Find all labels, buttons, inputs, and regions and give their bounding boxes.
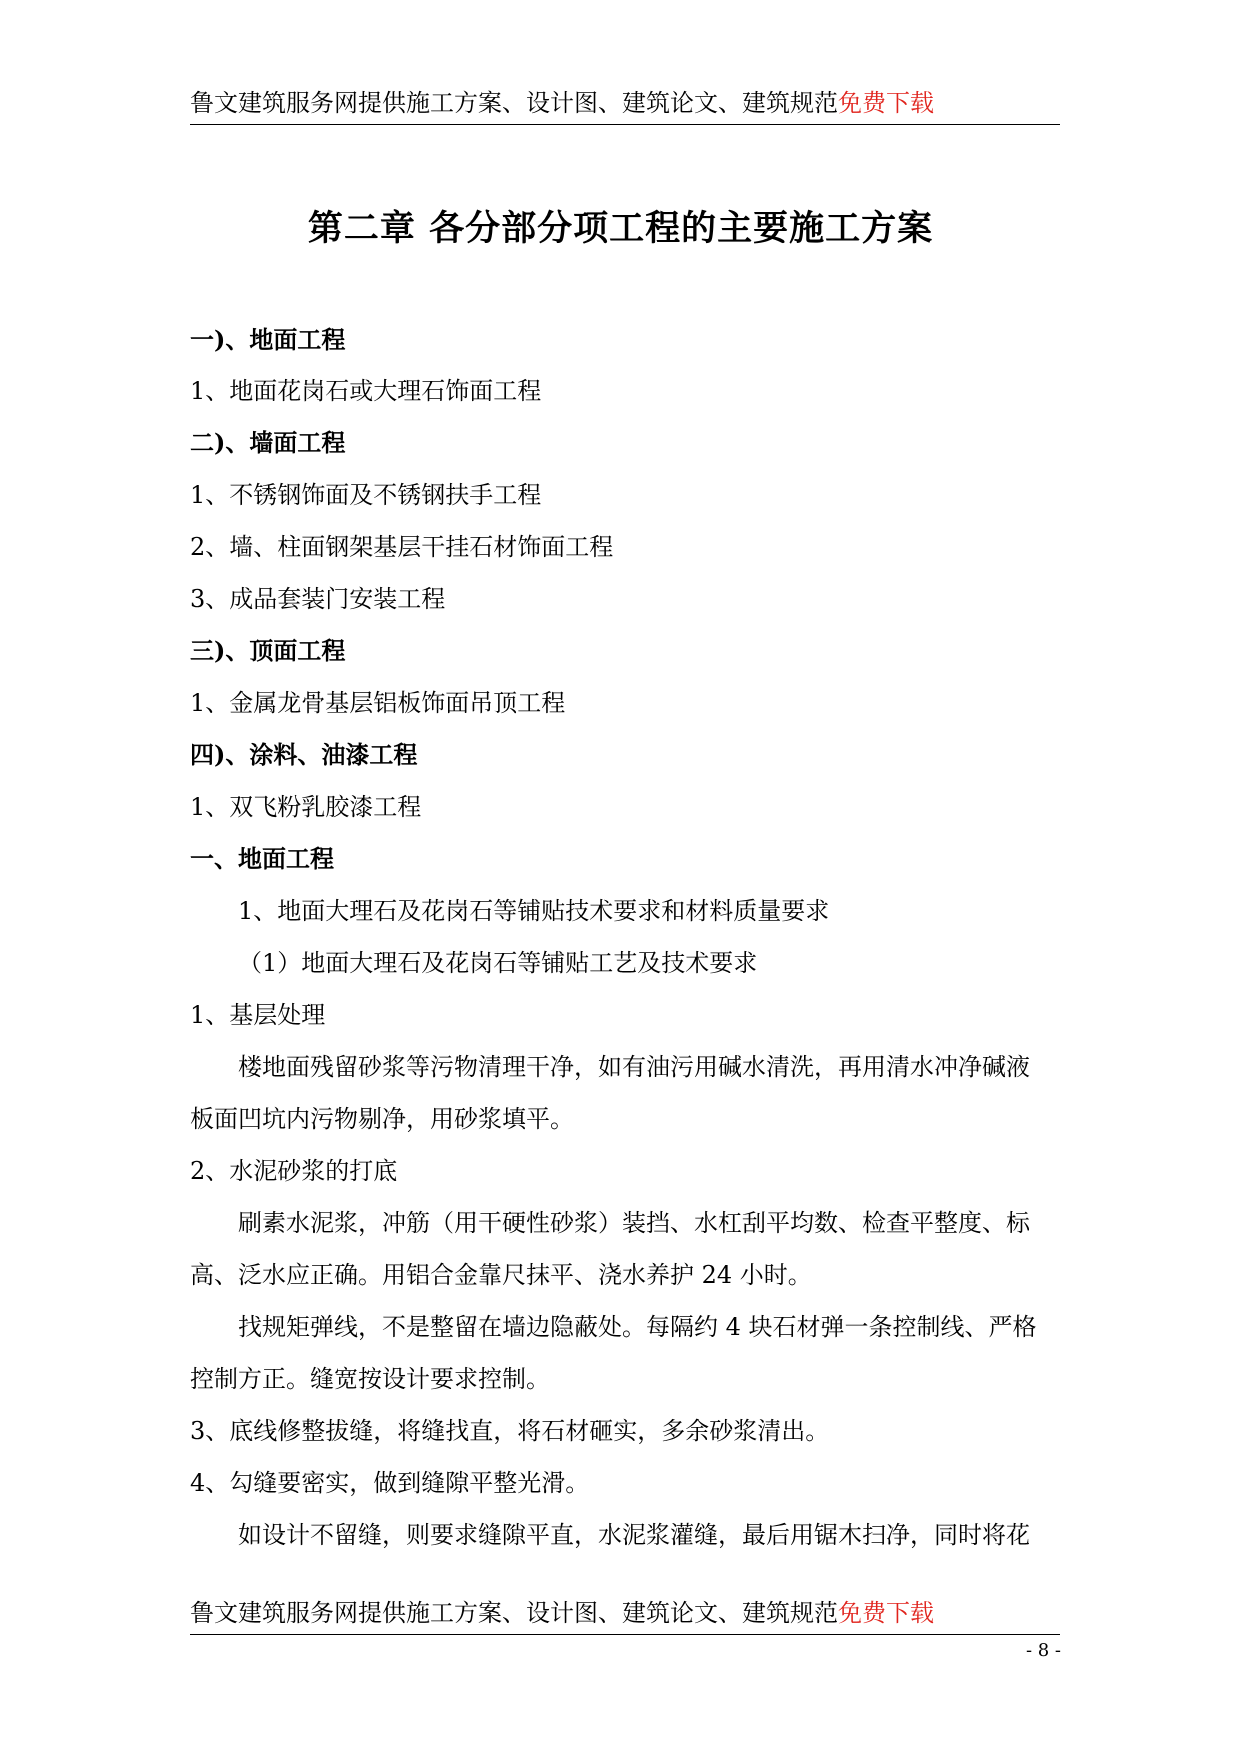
list-item: 3、成品套装门安装工程 <box>190 585 446 613</box>
header-text <box>190 88 934 118</box>
header-free-download: 免费下载 <box>838 89 934 117</box>
step-heading: 4、勾缝要密实，做到缝隙平整光滑。 <box>190 1469 590 1497</box>
chapter-title: 第二章 各分部分项工程的主要施工方案 <box>307 208 934 249</box>
section-heading: 四)、涂料、油漆工程 <box>190 740 418 769</box>
footer-free-download: 免费下载 <box>838 1599 934 1627</box>
page-footer <box>190 1594 1060 1635</box>
paragraph-line: 找规矩弹线，不是整留在墙边隐蔽处。每隔约 4 块石材弹一条控制线、严格 <box>238 1313 1037 1341</box>
footer-main-text: 鲁文建筑服务网提供施工方案、设计图、建筑论文、建筑规范 <box>190 1599 838 1627</box>
footer-text <box>190 1598 934 1628</box>
list-item: 2、墙、柱面钢架基层干挂石材饰面工程 <box>190 533 614 561</box>
header-main-text: 鲁文建筑服务网提供施工方案、设计图、建筑论文、建筑规范 <box>190 89 838 117</box>
subsection-heading: 1、地面大理石及花岗石等铺贴技术要求和材料质量要求 <box>238 897 830 925</box>
section-heading: 三)、顶面工程 <box>190 636 346 665</box>
paragraph-line: 板面凹坑内污物剔净，用砂浆填平。 <box>190 1105 574 1133</box>
list-item: 1、双飞粉乳胶漆工程 <box>190 793 422 821</box>
paragraph-line: 刷素水泥浆，冲筋（用干硬性砂浆）装挡、水杠刮平均数、检查平整度、标 <box>238 1209 1030 1237</box>
paragraph-line: 高、泛水应正确。用铝合金靠尺抹平、浇水养护 24 小时。 <box>190 1261 812 1289</box>
section-heading: 一)、地面工程 <box>190 325 346 354</box>
step-heading: 3、底线修整拔缝，将缝找直，将石材砸实，多余砂浆清出。 <box>190 1417 830 1445</box>
paragraph-line: 楼地面残留砂浆等污物清理干净，如有油污用碱水清洗，再用清水冲净碱液 <box>238 1053 1030 1081</box>
step-heading: 2、水泥砂浆的打底 <box>190 1157 398 1185</box>
list-item: 1、金属龙骨基层铝板饰面吊顶工程 <box>190 689 566 717</box>
step-heading: 1、基层处理 <box>190 1001 326 1029</box>
paragraph-line: 控制方正。缝宽按设计要求控制。 <box>190 1365 550 1393</box>
paragraph-line: 如设计不留缝，则要求缝隙平直，水泥浆灌缝，最后用锯木扫净，同时将花 <box>238 1521 1030 1549</box>
page-number: - 8 - <box>1025 1640 1061 1661</box>
page-header <box>190 84 1060 125</box>
list-item: 1、地面花岗石或大理石饰面工程 <box>190 377 542 405</box>
list-item: 1、不锈钢饰面及不锈钢扶手工程 <box>190 481 542 509</box>
section-heading: 二)、墙面工程 <box>190 428 346 457</box>
section-heading: 一、地面工程 <box>190 844 334 873</box>
subsection-heading: （1）地面大理石及花岗石等铺贴工艺及技术要求 <box>238 949 758 977</box>
